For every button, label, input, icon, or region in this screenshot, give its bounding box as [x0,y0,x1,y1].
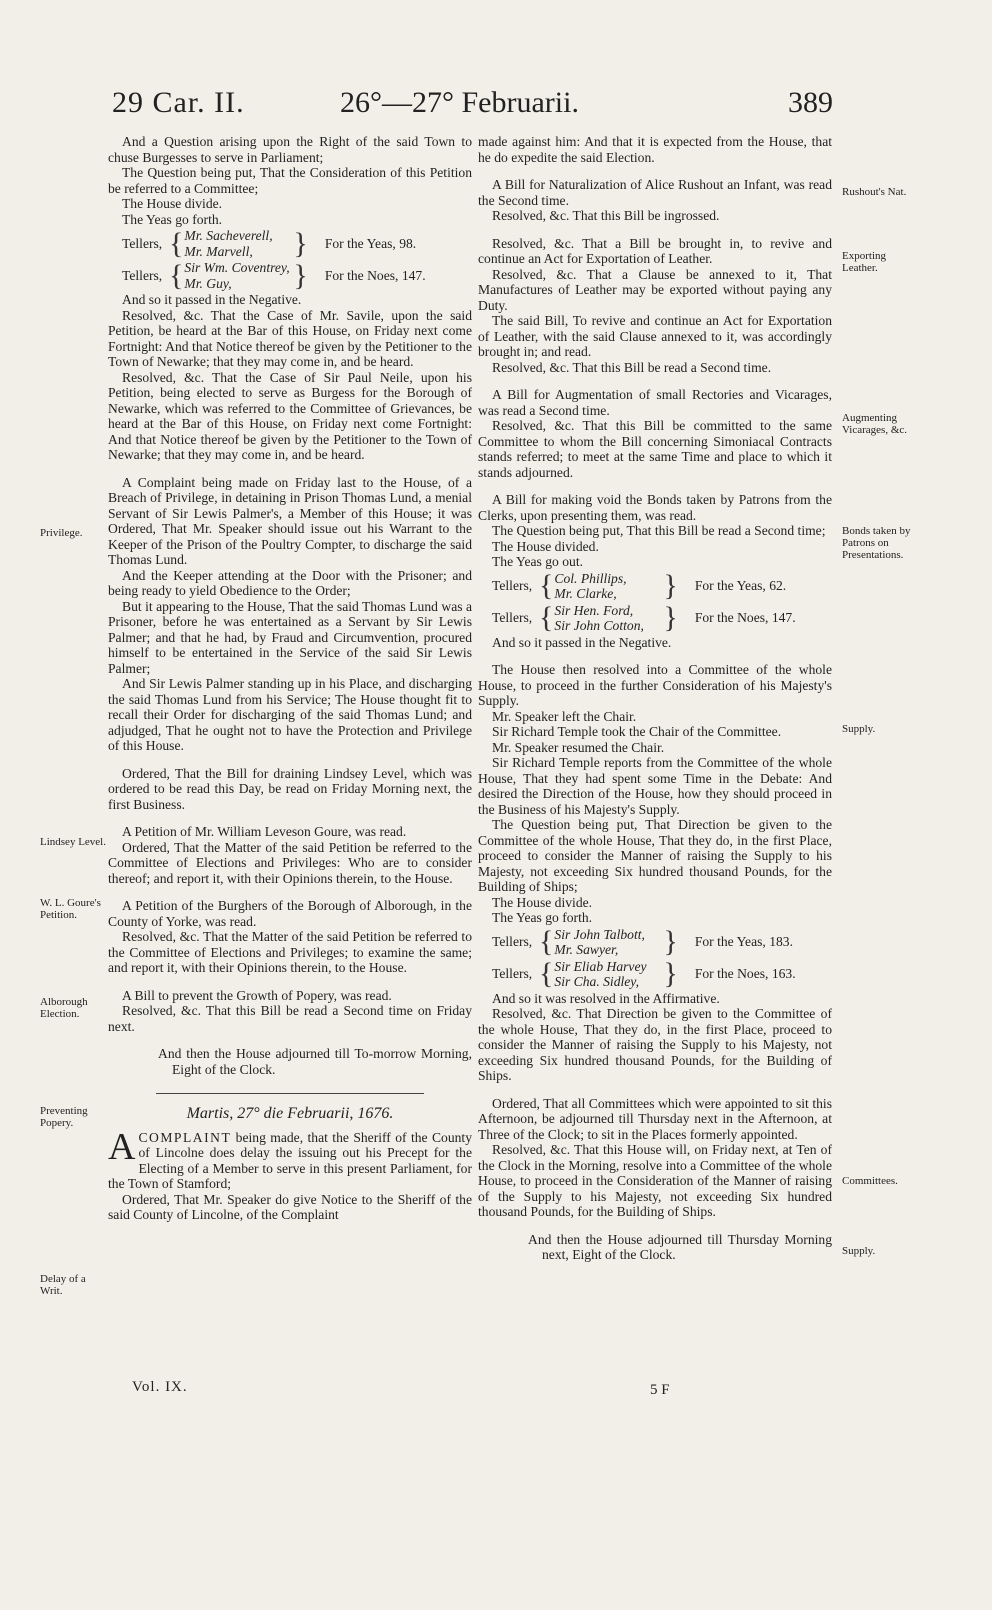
paragraph: The House divide. [492,894,593,910]
vote-count: For the Yeas, 62. [694,578,787,594]
paragraph: The Yeas go forth. [122,211,223,227]
paragraph: Resolved, &c. That Direction be given to the Committee of the whole House, That they do, in the first Place, proceed to consider the Manner of raising the Supply to his Majesty, not exceeding Six hundred thousand Pounds, for the Building of Ships. [478,1006,832,1083]
tellers-noes [122,260,472,291]
teller-names: Col. Phillips, Mr. Clarke, [554,570,627,601]
margin-note: Privilege. [40,527,83,539]
paragraph: Resolved, &c. That the Case of Sir Paul Neile, upon his Petition, being elected to serve as Burgess for the Borough of Newarke, which was referred to the Committee of Grievances, be heard at the Bar of this House, on Friday next come Fortnight: And that Notice thereof be given by the Petitioner to the Town of Newarke; that they may come in, and be heard. [108,369,472,462]
paragraph: Resolved, &c. That this Bill be read a Second time on Friday next. [108,1003,472,1034]
paragraph: The Yeas go out. [492,554,584,569]
tellers-label: Tellers, [492,934,533,950]
brace-open: { [539,569,554,602]
paragraph: Sir Richard Temple reports from the Committee of the whole House, That they had spent some Time in the Debate: And desired the Direction of the House, how they should proceed in the Business of his Majesty's Supply. [478,755,832,817]
brace-open: { [539,925,554,958]
paragraph: A Complaint being made on Friday last to the House, of a Breach of Privilege, in detaining in Prison Thomas Lund, a menial Servant of Sir Lewis Palmer's, a Member of this House; it was Ordered, That Mr. Speaker should issue out his Warrant to the Keeper of the Prison of the Poultry Compter, to discharge the said Thomas Lund. [108,474,472,567]
margin-note: Committees. [842,1175,898,1187]
paragraph: And a Question arising upon the Right of the said Town to chuse Burgesses to serve in Parliament; [108,134,472,165]
margin-note: W. L. Goure's Petition. [40,897,101,921]
tellers-yeas [492,927,832,958]
signature-mark: 5 F [650,1382,670,1398]
paragraph: Resolved, &c. That this Bill be committed to the same Committee to whom the Bill concerning Simoniacal Contracts stands referred; to meet at the same Time and place to which it stands adjourned. [478,418,832,480]
paragraph: Resolved, &c. That this Bill be ingrossed. [492,208,720,223]
margin-note: Delay of a Writ. [40,1273,86,1297]
adjournment: And then the House adjourned till Thursday Morning next, Eight of the Clock. [528,1231,832,1262]
tellers-label: Tellers, [492,578,533,594]
brace-close: } [663,569,678,602]
brace-open: { [539,957,554,990]
teller-names: Sir Wm. Coventrey, Mr. Guy, [184,260,290,291]
section-rule [156,1093,424,1094]
header-date: 26°—27° Februarii. [340,86,579,119]
margin-note: Augmenting Vicarages, &c. [842,412,908,436]
paragraph: A Bill to prevent the Growth of Popery, was read. [122,987,392,1003]
paragraph: But it appearing to the House, That the said Thomas Lund was a Prisoner, before he was entertained as a Servant by Sir Lewis Palmer; and that he had, by Fraud and Circumvention, procured himself to be entertained in the Service of the said Sir Lewis Palmer; [108,598,472,676]
paragraph: The Question being put, That this Bill be read a Second time; [492,523,826,538]
paragraph: The House then resolved into a Committee of the whole House, to proceed in the further Consideration of his Majesty's Supply. [478,662,832,708]
margin-note: Alborough Election. [40,996,88,1020]
paragraph: ACOMPLAINT being made, that the Sheriff of the County of Lincolne does delay the issuing out his Precept for the Electing of a Member to serve in this present Parliament, for the Town of Stamford; [108,1125,472,1191]
paragraph: A Bill for Augmentation of small Rectories and Vicarages, was read a Second time. [478,387,832,418]
paragraph: A Petition of Mr. William Leveson Goure, was read. [122,824,407,839]
teller-names: Mr. Sacheverell, Mr. Marvell, [184,228,273,259]
paragraph: The House divide. [122,196,223,211]
vote-count: For the Noes, 163. [694,966,796,982]
paragraph: Resolved, &c. That the Matter of the said Petition be referred to the Committee of Elections and Privileges; to examine the same; and report it, with their Opinions therein, to the House. [108,929,472,975]
brace-open: { [169,258,184,292]
paragraph: A Bill for making void the Bonds taken by Patrons from the Clerks, upon presenting them, was read. [478,492,832,523]
margin-note: Preventing Popery. [40,1105,88,1129]
tellers-yeas [122,228,472,259]
paragraph: Ordered, That the Bill for draining Lindsey Level, which was ordered to be read this Day, be read on Friday Morning next, the first Business. [108,765,472,812]
paragraph: And the Keeper attending at the Door with the Prisoner; and being ready to yield Obedience to the Order; [108,567,472,598]
tellers-yeas [492,571,832,602]
tellers-noes [492,959,832,990]
paragraph: The said Bill, To revive and continue an Act for Exportation of Leather, with the said Clause annexed to it, was accordingly brought in; and read. [478,313,832,359]
vote-count: For the Noes, 147. [324,267,426,283]
paragraph: Resolved, &c. That a Clause be annexed to it, That Manufactures of Leather may be exported without paying any Duty. [478,266,832,313]
margin-note: Supply. [842,723,876,735]
margin-note: Supply. [842,1245,876,1257]
paragraph: made against him: And that it is expected from the House, that he do expedite the said Election. [478,134,832,165]
brace-close: } [293,226,308,260]
paragraph: And Sir Lewis Palmer standing up in his Place, and discharging the said Thomas Lund from his Service; The House thought fit to recall their Order for discharging of the said Thomas Lund; and adjudged, That he ought not to have the Protection and Privilege of this House. [108,676,472,753]
teller-names: Sir Eliab Harvey Sir Cha. Sidley, [554,958,647,989]
paragraph: Ordered, That all Committees which were appointed to sit this Afternoon, be adjourned till Thursday next in the Afternoon, at Three of the Clock; to sit in the Places formerly appointed. [478,1095,832,1142]
teller-names: Sir John Talbott, Mr. Sawyer, [554,926,645,957]
drop-cap: A [108,1125,136,1168]
brace-open: { [169,226,184,260]
vote-count: For the Yeas, 98. [324,235,417,251]
paragraph: Resolved, &c. That the Case of Mr. Savile, upon the said Petition, be heard at the Bar of this House, on Friday next come Fortnight: And that Notice thereof be given by the Petitioner to the Town of Newarke; that they may come in, and be heard. [108,307,472,369]
right-column [478,134,832,1263]
volume-label: Vol. IX. [132,1379,188,1395]
paragraph: Ordered, That the Matter of the said Petition be referred to the Committee of Elections and Privileges: Who are to consider thereof; and report it, with their Opinions therein, to the House. [108,839,472,886]
paragraph: A Bill for Naturalization of Alice Rushout an Infant, was read the Second time. [478,177,832,208]
tellers-noes [492,603,832,634]
brace-close: } [663,601,678,634]
margin-note: Exporting Leather. [842,250,886,274]
brace-close: } [663,957,678,990]
paragraph: Resolved, &c. That a Bill be brought in, to revive and continue an Act for Exportation of Leather. [478,235,832,266]
paragraph: The House divided. [492,538,599,554]
paragraph: And so it passed in the Negative. [122,292,302,307]
paragraph: Mr. Speaker resumed the Chair. [492,739,665,755]
brace-close: } [663,925,678,958]
tellers-label: Tellers, [122,235,163,251]
paragraph: And so it was resolved in the Affirmative. [492,990,720,1006]
brace-open: { [539,601,554,634]
margin-note: Lindsey Level. [40,836,106,848]
brace-close: } [293,258,308,292]
margin-note: Bonds taken by Patrons on Presentations. [842,525,911,561]
paragraph: The Question being put, That Direction be given to the Committee of the whole House, That they do, in the first Place, proceed to consider the Manner of raising the Supply to his Majesty, not exceeding Six hundred thousand Pounds, for the Building of Ships; [478,817,832,894]
header-regnal-year: 29 Car. II. [112,86,245,119]
tellers-label: Tellers, [492,966,533,982]
paragraph: The Question being put, That the Consideration of this Petition be referred to a Committee; [108,165,472,196]
tellers-label: Tellers, [122,267,163,283]
paragraph: Ordered, That Mr. Speaker do give Notice to the Sheriff of the said County of Lincolne, of the Complaint [108,1191,472,1222]
left-column [108,134,472,1223]
teller-names: Sir Hen. Ford, Sir John Cotton, [554,602,644,633]
paragraph: A Petition of the Burghers of the Borough of Alborough, in the County of Yorke, was read. [108,898,472,929]
paragraph: Sir Richard Temple took the Chair of the Committee. [492,724,782,739]
paragraph: The Yeas go forth. [492,910,593,925]
adjournment: And then the House adjourned till To-morrow Morning, Eight of the Clock. [158,1046,472,1077]
tellers-label: Tellers, [492,610,533,626]
vote-count: For the Noes, 147. [694,610,796,626]
vote-count: For the Yeas, 183. [694,934,793,950]
page-number: 389 [788,86,833,119]
margin-note: Rushout's Nat. [842,186,907,198]
paragraph: Resolved, &c. That this Bill be read a Second time. [492,359,772,375]
paragraph: And so it passed in the Negative. [492,634,672,650]
date-heading: Martis, 27° die Februarii, 1676. [186,1105,394,1122]
paragraph: Resolved, &c. That this House will, on Friday next, at Ten of the Clock in the Morning, resolve into a Committee of the whole House, to proceed in the Consideration of the Manner of raising of the Supply to his Majesty, not exceeding Six hundred thousand Pounds, for the Building of Ships. [478,1142,832,1219]
paragraph: Mr. Speaker left the Chair. [492,708,637,724]
